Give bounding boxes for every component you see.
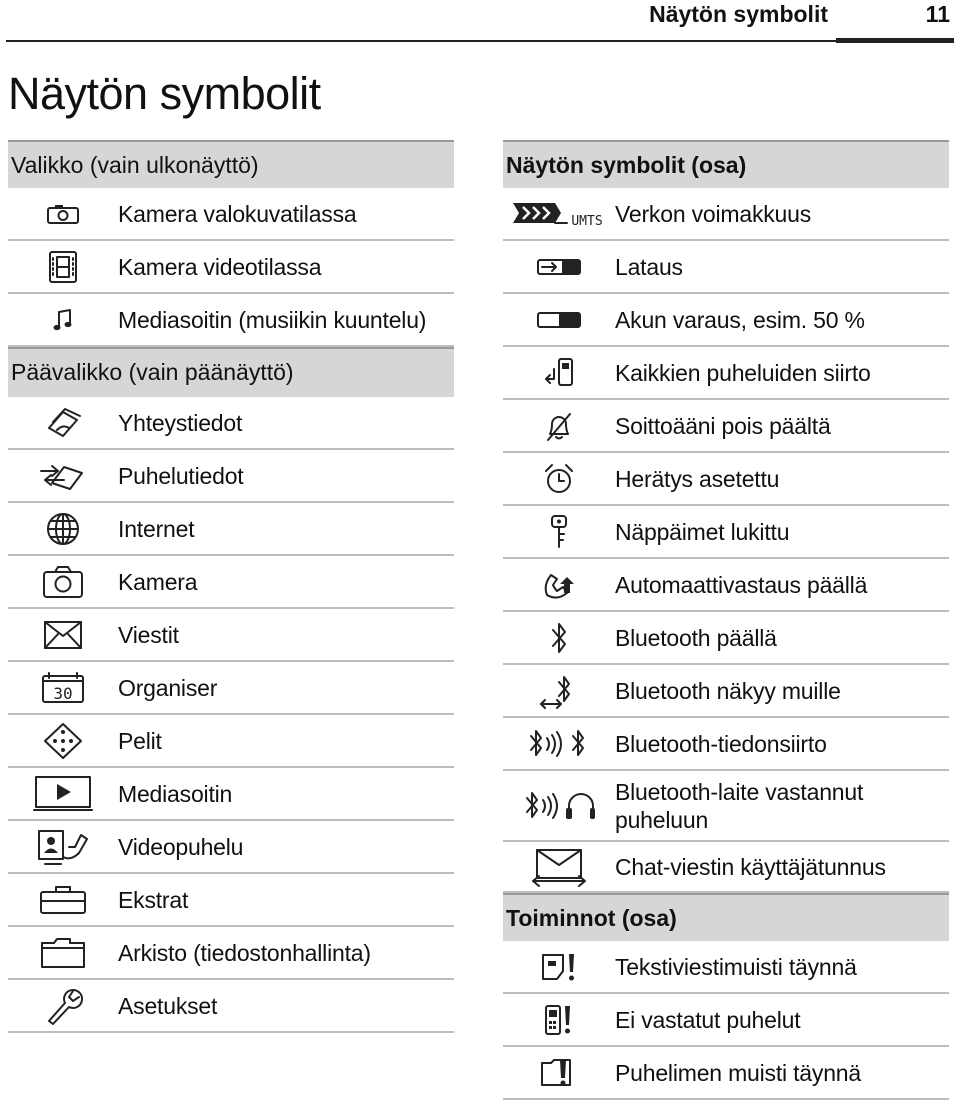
list-item bbox=[503, 506, 949, 559]
list-item-label: Kamera valokuvatilassa bbox=[118, 200, 357, 227]
list-item bbox=[8, 556, 454, 609]
list-item-label: Chat-viestin käyttäjätunnus bbox=[615, 853, 886, 880]
list-item-label: Automaattivastaus päällä bbox=[615, 571, 868, 598]
section-heading-display-symbols: Näytön symbolit (osa) bbox=[503, 140, 949, 188]
list-item-label: Bluetooth näkyy muille bbox=[615, 677, 841, 704]
battery-level-icon bbox=[503, 310, 615, 330]
list-item-label: Bluetooth päällä bbox=[615, 624, 777, 651]
list-item bbox=[503, 994, 949, 1047]
list-item bbox=[8, 980, 454, 1033]
header-rule bbox=[836, 38, 954, 43]
video-call-icon bbox=[8, 827, 118, 867]
list-item bbox=[503, 842, 949, 893]
header-title: Näytön symbolit bbox=[649, 1, 828, 27]
bluetooth-headset-icon bbox=[503, 788, 615, 824]
list-item bbox=[8, 450, 454, 503]
list-item bbox=[8, 768, 454, 821]
list-item bbox=[503, 241, 949, 294]
ringer-off-icon bbox=[503, 410, 615, 442]
list-item-label: Arkisto (tiedostonhallinta) bbox=[118, 939, 371, 966]
battery-charging-icon bbox=[503, 257, 615, 277]
list-item-label: Videopuhelu bbox=[118, 833, 244, 860]
list-item bbox=[8, 715, 454, 768]
list-item-label: Bluetooth-tiedonsiirto bbox=[615, 730, 827, 757]
list-item-label: Tekstiviestimuisti täynnä bbox=[615, 953, 857, 980]
phone-memory-full-icon bbox=[503, 1057, 615, 1089]
calendar-icon bbox=[8, 672, 118, 704]
list-item bbox=[503, 718, 949, 771]
briefcase-icon bbox=[8, 885, 118, 915]
envelope-icon bbox=[8, 620, 118, 650]
list-item-label: Puhelutiedot bbox=[118, 462, 244, 489]
list-item-label: Lataus bbox=[615, 253, 683, 280]
list-item bbox=[503, 400, 949, 453]
list-item-label: Kamera videotilassa bbox=[118, 253, 322, 280]
call-log-icon bbox=[8, 459, 118, 493]
list-item-label: Kaikkien puheluiden siirto bbox=[615, 359, 871, 386]
list-item bbox=[8, 662, 454, 715]
list-item bbox=[503, 559, 949, 612]
list-item bbox=[8, 609, 454, 662]
list-item-label: Ekstrat bbox=[118, 886, 189, 913]
signal-strength-icon-text: UMTS bbox=[571, 213, 603, 227]
bluetooth-icon bbox=[503, 620, 615, 656]
camera-icon bbox=[8, 565, 118, 599]
page-number: 11 bbox=[925, 1, 950, 27]
list-item-label: Akun varaus, esim. 50 % bbox=[615, 306, 865, 333]
music-note-icon bbox=[8, 308, 118, 332]
list-item bbox=[503, 612, 949, 665]
list-item-label: Herätys asetettu bbox=[615, 465, 780, 492]
bluetooth-transfer-icon bbox=[503, 726, 615, 762]
section-heading-main-menu: Päävalikko (vain päänäyttö) bbox=[8, 347, 454, 397]
globe-icon bbox=[8, 511, 118, 547]
section-heading-functions: Toiminnot (osa) bbox=[503, 893, 949, 941]
list-item-label: Pelit bbox=[118, 727, 162, 754]
missed-calls-icon bbox=[503, 1003, 615, 1037]
contacts-icon bbox=[8, 406, 118, 440]
list-item bbox=[503, 941, 949, 994]
call-divert-icon bbox=[503, 357, 615, 389]
bluetooth-visible-icon bbox=[503, 673, 615, 709]
folder-icon bbox=[8, 937, 118, 969]
list-item-label: Verkon voimakkuus bbox=[615, 200, 812, 227]
section-heading-menu-external: Valikko (vain ulkonäyttö) bbox=[8, 140, 454, 188]
signal-strength-icon bbox=[503, 201, 615, 227]
list-item-label: Puhelimen muisti täynnä bbox=[615, 1059, 861, 1086]
list-item bbox=[8, 397, 454, 450]
list-item bbox=[8, 241, 454, 294]
list-item-label: Mediasoitin bbox=[118, 780, 233, 807]
list-item bbox=[503, 188, 949, 241]
media-player-icon bbox=[8, 775, 118, 813]
alarm-clock-icon bbox=[503, 462, 615, 496]
list-item bbox=[503, 771, 949, 842]
camera-photo-icon bbox=[8, 203, 118, 225]
list-item-label: Ei vastatut puhelut bbox=[615, 1006, 801, 1033]
list-item-label: Mediasoitin (musiikin kuuntelu) bbox=[118, 306, 427, 333]
page-title: Näytön symbolit bbox=[8, 68, 321, 119]
dice-icon bbox=[8, 722, 118, 760]
list-item bbox=[8, 503, 454, 556]
list-item bbox=[8, 927, 454, 980]
list-item-label: Bluetooth-laite vastannut puheluun bbox=[615, 778, 864, 833]
list-item-label: Viestit bbox=[118, 621, 179, 648]
list-item-label: Yhteystiedot bbox=[118, 409, 243, 436]
list-item bbox=[503, 453, 949, 506]
list-item-label: Asetukset bbox=[118, 992, 218, 1019]
list-item bbox=[8, 874, 454, 927]
list-item bbox=[8, 821, 454, 874]
camera-video-icon bbox=[8, 250, 118, 284]
list-item-label: Kamera bbox=[118, 568, 198, 595]
chat-id-icon bbox=[503, 847, 615, 887]
list-item bbox=[8, 294, 454, 347]
list-item-label: Internet bbox=[118, 515, 195, 542]
list-item-label: Näppäimet lukittu bbox=[615, 518, 790, 545]
list-item bbox=[503, 347, 949, 400]
list-item-label: Organiser bbox=[118, 674, 218, 701]
calendar-icon-text: 30 bbox=[53, 683, 73, 703]
page-header bbox=[6, 0, 954, 42]
sms-memory-full-icon bbox=[503, 951, 615, 983]
list-item bbox=[503, 1047, 949, 1100]
list-item bbox=[503, 294, 949, 347]
key-lock-icon bbox=[503, 514, 615, 550]
right-column bbox=[503, 140, 949, 1100]
list-item bbox=[8, 188, 454, 241]
wrench-icon bbox=[8, 987, 118, 1025]
left-column bbox=[8, 140, 454, 1033]
list-item bbox=[503, 665, 949, 718]
auto-answer-icon bbox=[503, 569, 615, 601]
list-item-label: Soittoääni pois päältä bbox=[615, 412, 831, 439]
